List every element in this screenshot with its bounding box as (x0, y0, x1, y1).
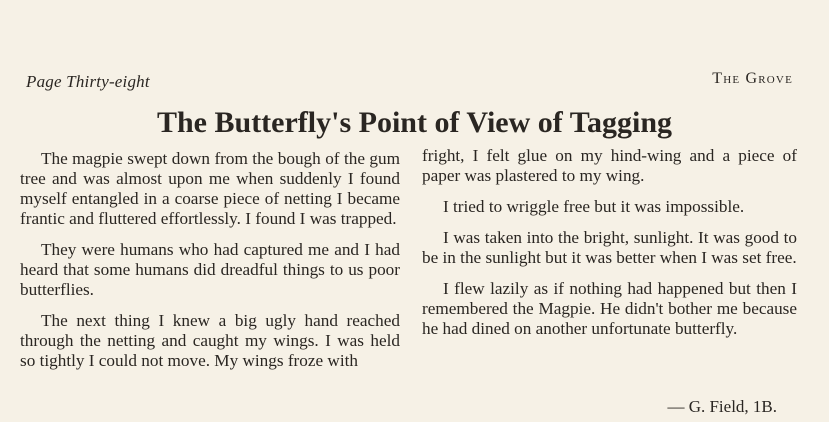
paragraph: The magpie swept down from the bough of the gum tree and was almost upon me when suddenly I found myself entangled in a coarse piece of netting I became frantic and fluttered effortlessly. I found I was trapped. (20, 149, 400, 228)
paragraph: fright, I felt glue on my hind-wing and a piece of paper was plastered to my wing. (422, 146, 797, 185)
page-number-label: Page Thirty-eight (26, 72, 150, 91)
paragraph: I was taken into the bright, sunlight. It was good to be in the sunlight but it was better when I was set free. (422, 228, 797, 267)
left-column (20, 149, 400, 382)
paragraph: They were humans who had captured me and I had heard that some humans did dreadful things to us poor butterflies. (20, 240, 400, 299)
right-column (422, 146, 797, 350)
publication-name: The Grove (712, 70, 793, 87)
article-title: The Butterfly's Point of View of Tagging (156, 106, 673, 139)
paragraph: I flew lazily as if nothing had happened but then I remembered the Magpie. He didn't bother me because he had dined on another unfortunate butterfly. (422, 279, 797, 338)
author-signature: — G. Field, 1B. (667, 397, 777, 416)
paragraph: The next thing I knew a big ugly hand reached through the netting and caught my wings. I was held so tightly I could not move. My wings froze with (20, 311, 400, 370)
paragraph: I tried to wriggle free but it was impossible. (443, 197, 745, 216)
